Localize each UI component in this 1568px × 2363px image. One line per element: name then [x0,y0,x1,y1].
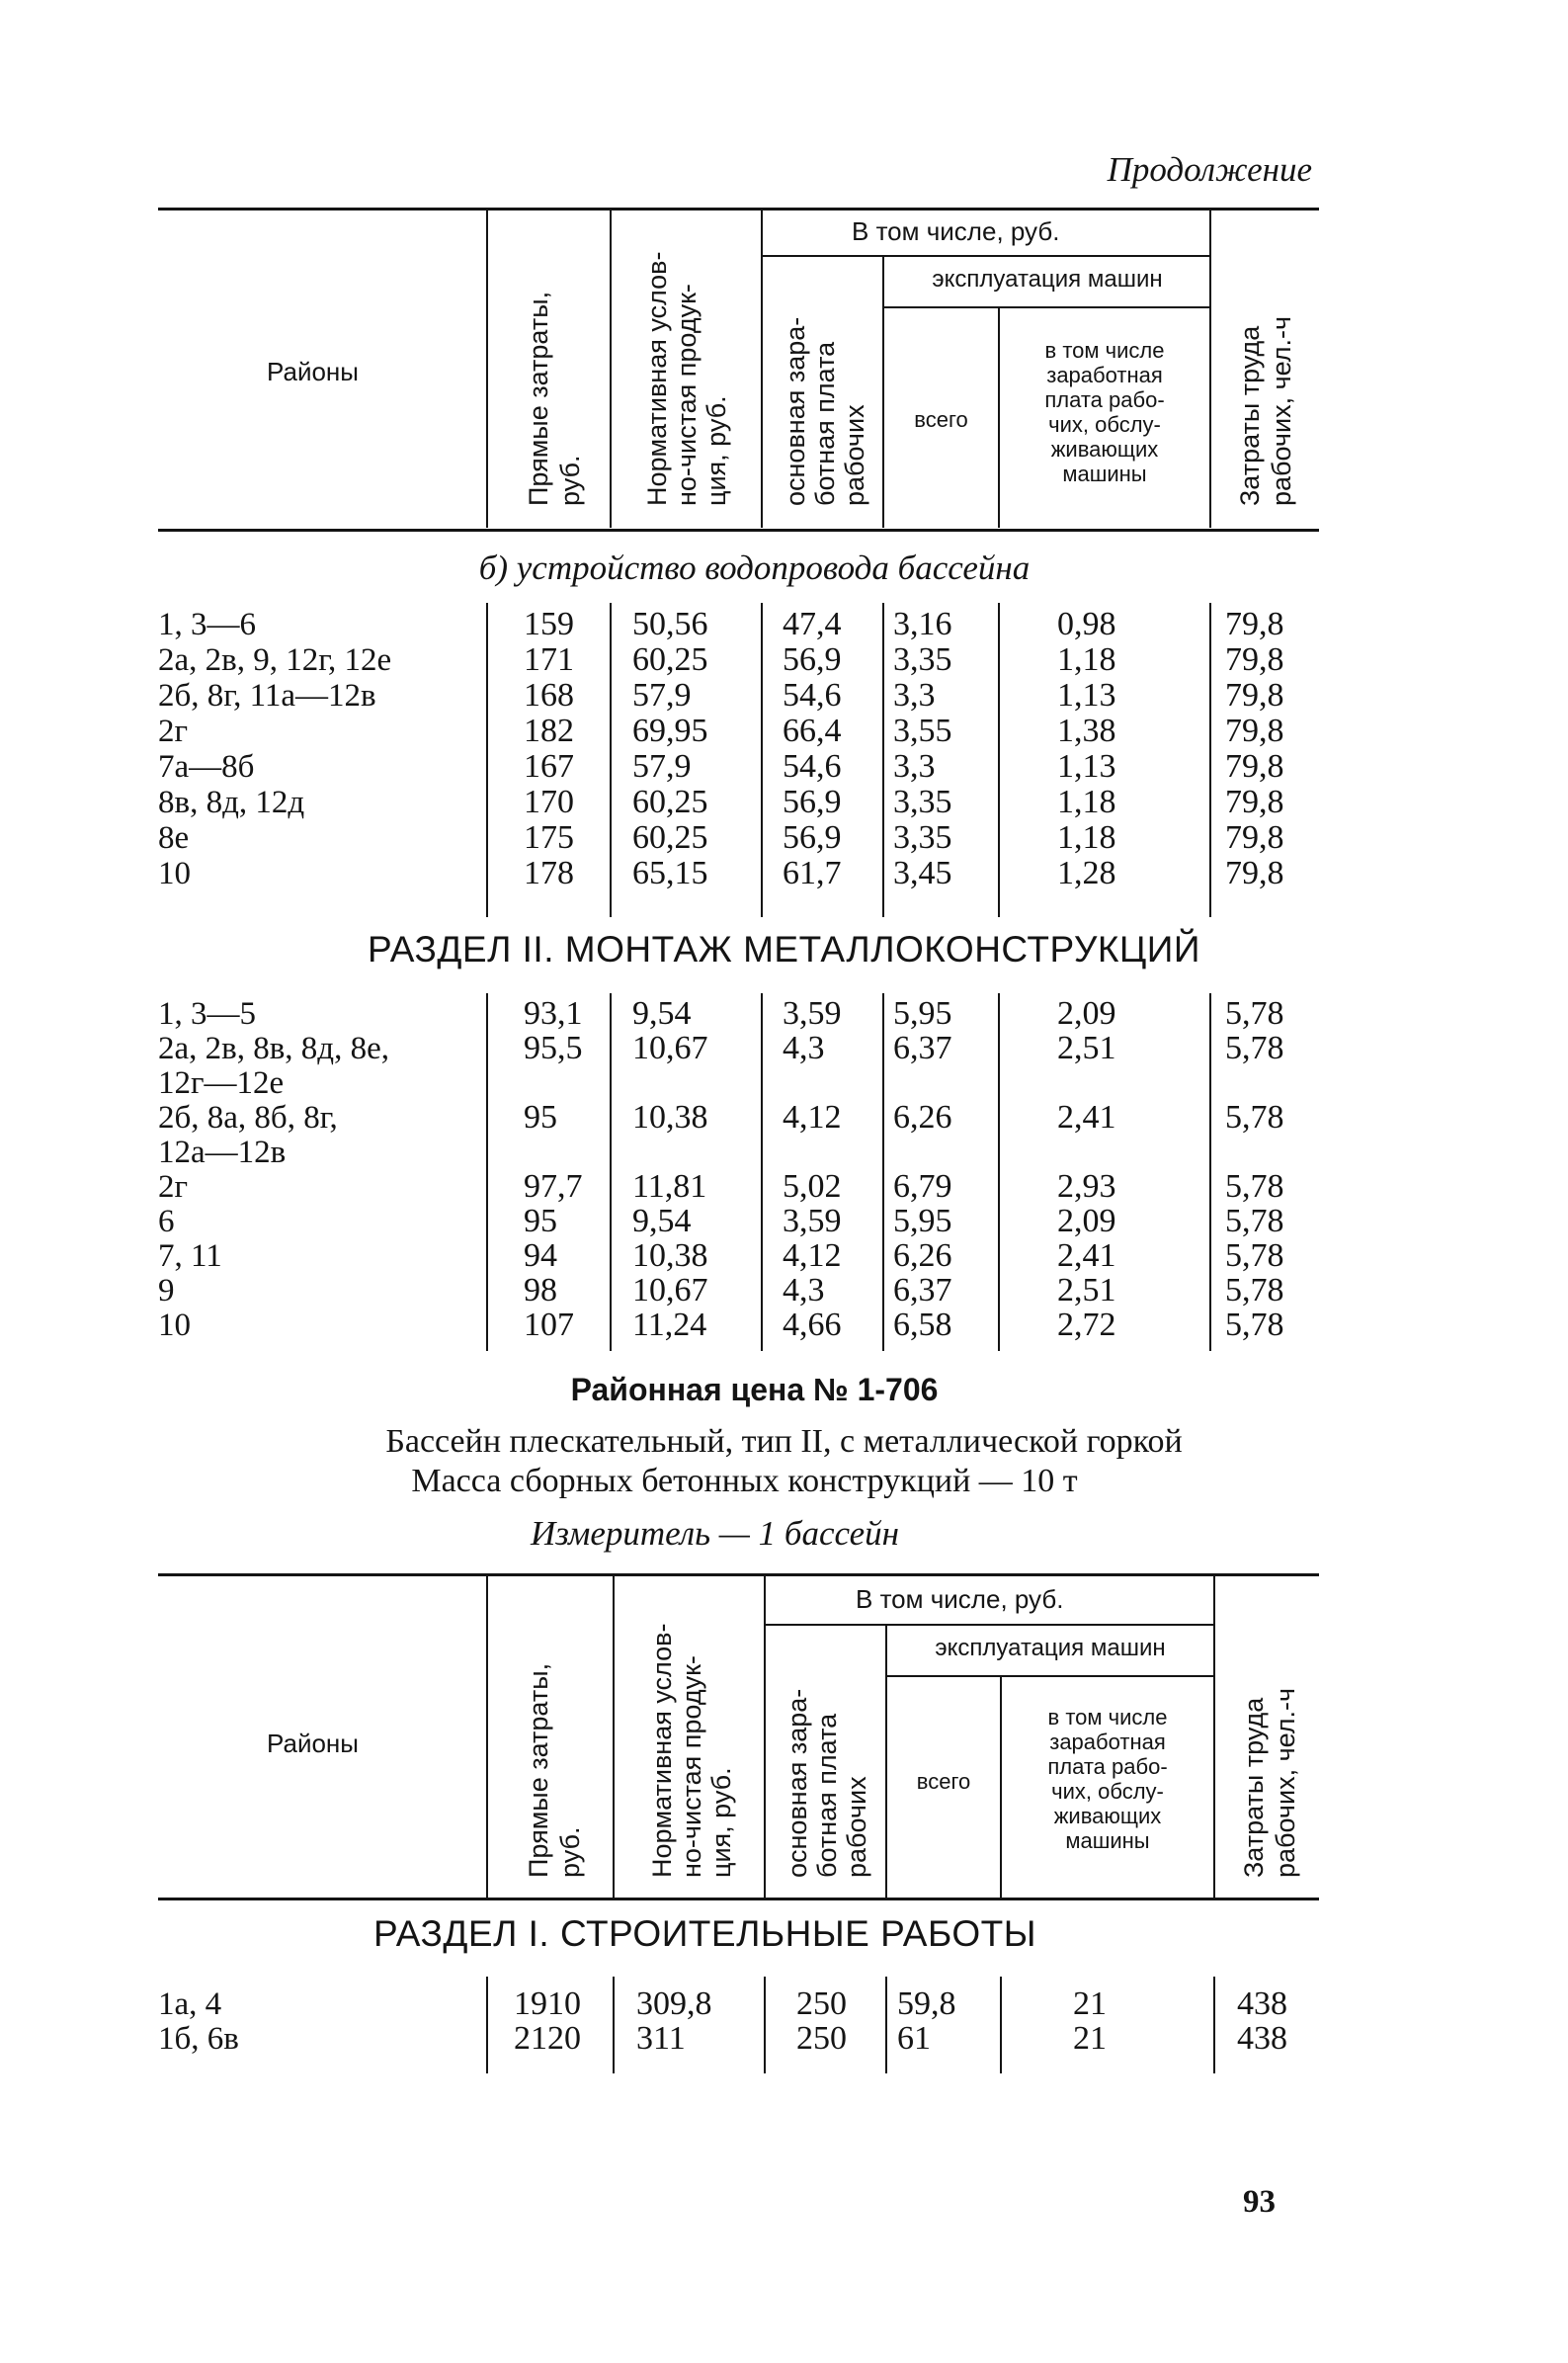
header-top-rule [158,208,1319,211]
header-machine-operation: эксплуатация машин [935,1635,1166,1661]
header-normative-1: Нормативная услов- [647,1623,677,1878]
header-wages-2: ботная плата [812,1713,842,1878]
cell-machine-wages: 21 [1073,1985,1107,2022]
cell-direct: 182 [524,713,574,749]
cell-labor: 5,78 [1225,1168,1284,1205]
header-machine-wages-4: чих, обслу- [1051,1779,1164,1804]
cell-machine-wages: 21 [1073,2020,1107,2057]
cell-labor: 5,78 [1225,995,1284,1032]
cell-wages: 4,3 [783,1272,825,1308]
cell-direct: 171 [524,641,574,678]
cell-machines: 3,35 [893,784,952,820]
row-region: 2б, 8а, 8б, 8г, [158,1100,338,1136]
cell-wages: 56,9 [783,641,842,678]
cell-wages: 4,66 [783,1307,842,1343]
row-region: 2г [158,1169,189,1205]
row-region: 8в, 8д, 12д [158,785,305,820]
cell-wages: 56,9 [783,819,842,856]
row-region: 6 [158,1204,175,1239]
cell-normative: 65,15 [632,855,708,891]
cell-machine-wages: 2,51 [1057,1030,1116,1066]
cell-machine-wages: 1,28 [1057,855,1116,891]
cell-labor: 5,78 [1225,1099,1284,1136]
cell-machines: 6,58 [893,1307,952,1343]
row-region: 10 [158,856,191,891]
header-machine-wages-5: живающих [1053,1804,1162,1828]
cell-normative: 57,9 [632,748,692,785]
cell-wages: 47,4 [783,606,842,642]
cell-wages: 4,12 [783,1237,842,1274]
row-region: 2а, 2в, 8в, 8д, 8е, [158,1031,389,1066]
row-region-continued: 12г—12е [158,1065,285,1101]
header-regions: Районы [267,357,359,386]
header-bottom-rule [158,529,1319,532]
cell-machines: 61 [897,2020,931,2057]
cell-machine-wages: 2,41 [1057,1099,1116,1136]
header-total: всего [914,407,968,432]
price-description-1: Бассейн плескательный, тип II, с металлической горкой [385,1423,1183,1460]
cell-labor: 5,78 [1225,1272,1284,1308]
cell-wages: 5,02 [783,1168,842,1205]
subheader-rule [761,255,1210,257]
cell-machines: 3,3 [893,748,936,785]
header-normative-3: ция, руб. [701,395,731,506]
header-wages-3: рабочих [842,1776,871,1878]
cell-normative: 10,67 [632,1272,708,1308]
cell-machines: 5,95 [893,1203,952,1239]
page-number: 93 [1243,2184,1276,2220]
section-title-2: РАЗДЕЛ II. МОНТАЖ МЕТАЛЛОКОНСТРУКЦИЙ [368,929,1200,970]
row-region: 2г [158,714,189,749]
col-divider [882,257,884,528]
cell-machine-wages: 1,38 [1057,713,1116,749]
cell-labor: 79,8 [1225,784,1284,820]
cell-normative: 50,56 [632,606,708,642]
header-machine-wages-2: заработная [1046,363,1163,387]
cell-direct: 175 [524,819,574,856]
header-machine-wages-1: в том числе [1044,338,1165,363]
measure-unit: Измеритель — 1 бассейн [530,1514,900,1553]
cell-normative: 11,24 [632,1307,707,1343]
header-machine-operation: эксплуатация машин [932,266,1163,293]
header-machine-wages-6: машины [1062,462,1147,486]
cell-direct: 1910 [514,1985,581,2022]
cell-direct: 93,1 [524,995,583,1032]
cell-direct: 168 [524,677,574,714]
header-normative-3: ция, руб. [706,1767,736,1878]
cell-normative: 311 [636,2020,686,2057]
cell-wages: 61,7 [783,855,842,891]
cell-normative: 60,25 [632,819,708,856]
header-machine-wages-6: машины [1065,1828,1150,1853]
cell-machine-wages: 1,18 [1057,641,1116,678]
cell-machines: 3,55 [893,713,952,749]
col-divider [761,210,763,528]
cell-machines: 6,37 [893,1030,952,1066]
cell-wages: 56,9 [783,784,842,820]
cell-labor: 5,78 [1225,1237,1284,1274]
header-including: В том числе, руб. [852,216,1060,246]
cell-machine-wages: 0,98 [1057,606,1116,642]
cell-normative: 60,25 [632,784,708,820]
cell-wages: 66,4 [783,713,842,749]
subsection-title: б) устройство водопровода бассейна [478,549,1031,587]
header-labor-2: рабочих, чел.-ч [1271,1687,1300,1878]
header-normative-1: Нормативная услов- [642,251,672,506]
cell-direct: 167 [524,748,574,785]
cell-wages: 54,6 [783,748,842,785]
price-title: Районная цена № 1-706 [570,1372,939,1407]
cell-direct: 98 [524,1272,557,1308]
cell-machines: 59,8 [897,1985,956,2022]
row-region: 1, 3—5 [158,996,256,1032]
row-region: 7, 11 [158,1238,222,1274]
cell-labor: 79,8 [1225,606,1284,642]
header-labor-1: Затраты труда [1239,1697,1269,1878]
header-wages-3: рабочих [840,404,869,506]
header-normative-2: но-чистая продук- [672,284,701,506]
cell-machines: 3,35 [893,641,952,678]
header-including: В том числе, руб. [856,1584,1064,1614]
header-wages-1: основная зара- [781,316,810,506]
cell-normative: 57,9 [632,677,692,714]
cell-wages: 4,3 [783,1030,825,1066]
cell-labor: 79,8 [1225,855,1284,891]
section-title-1: РАЗДЕЛ I. СТРОИТЕЛЬНЫЕ РАБОТЫ [373,1913,1036,1954]
cell-labor: 79,8 [1225,641,1284,678]
price-description-2: Масса сборных бетонных конструкций — 10 т [411,1463,1078,1499]
header-machine-wages-5: живающих [1050,437,1159,462]
header-wages-2: ботная плата [810,341,840,506]
header-machine-wages-3: плата рабо- [1047,1754,1168,1779]
header-machine-wages-4: чих, обслу- [1048,412,1161,437]
cell-labor: 438 [1237,2020,1287,2057]
row-region: 8е [158,820,190,856]
cell-labor: 79,8 [1225,713,1284,749]
cell-normative: 10,67 [632,1030,708,1066]
row-region: 7а—8б [158,749,255,785]
cell-machines: 3,3 [893,677,936,714]
cell-labor: 5,78 [1225,1203,1284,1239]
row-region: 1б, 6в [158,2021,239,2057]
continuation-label: Продолжение [1107,150,1312,189]
header-wages-1: основная зара- [783,1688,812,1878]
cell-machine-wages: 2,41 [1057,1237,1116,1274]
cell-direct: 178 [524,855,574,891]
header-machine-wages-3: плата рабо- [1044,387,1165,412]
cell-direct: 95,5 [524,1030,583,1066]
cell-machines: 3,45 [893,855,952,891]
header-direct-costs-1: Прямые затраты, [524,291,553,506]
cell-machines: 6,26 [893,1099,952,1136]
cell-normative: 69,95 [632,713,708,749]
cell-machine-wages: 1,13 [1057,677,1116,714]
header-direct-costs-2: руб. [555,455,585,506]
cell-machines: 5,95 [893,995,952,1032]
cell-normative: 309,8 [636,1985,712,2022]
row-region: 1а, 4 [158,1986,222,2022]
cell-machines: 3,16 [893,606,952,642]
cell-wages: 250 [796,2020,847,2057]
header-normative-2: но-чистая продук- [677,1655,706,1878]
cell-wages: 250 [796,1985,847,2022]
cell-normative: 9,54 [632,1203,692,1239]
cell-normative: 9,54 [632,995,692,1032]
cell-labor: 5,78 [1225,1030,1284,1066]
col-divider [486,210,488,528]
cell-normative: 60,25 [632,641,708,678]
header-regions: Районы [267,1729,359,1758]
cell-machine-wages: 2,93 [1057,1168,1116,1205]
row-region: 2б, 8г, 11а—12в [158,678,376,714]
cell-machines: 6,79 [893,1168,952,1205]
subheader-rule [882,306,1209,308]
cell-labor: 79,8 [1225,819,1284,856]
cell-machine-wages: 1,18 [1057,819,1116,856]
row-region-continued: 12а—12в [158,1135,287,1170]
cell-labor: 5,78 [1225,1307,1284,1343]
cell-machines: 6,37 [893,1272,952,1308]
cell-direct: 107 [524,1307,574,1343]
row-region: 9 [158,1273,175,1308]
header-machine-wages-2: заработная [1049,1730,1166,1754]
cell-normative: 11,81 [632,1168,707,1205]
cell-direct: 95 [524,1203,557,1239]
col-divider [610,210,612,528]
cell-machine-wages: 2,09 [1057,995,1116,1032]
cell-direct: 94 [524,1237,557,1274]
header-machine-wages-1: в том числе [1047,1705,1168,1730]
col-divider [1209,210,1211,528]
cell-machine-wages: 1,13 [1057,748,1116,785]
cell-wages: 54,6 [783,677,842,714]
cell-direct: 170 [524,784,574,820]
cell-normative: 10,38 [632,1237,708,1274]
row-region: 10 [158,1308,191,1343]
cell-direct: 95 [524,1099,557,1136]
cell-labor: 438 [1237,1985,1287,2022]
cell-normative: 10,38 [632,1099,708,1136]
cell-machines: 3,35 [893,819,952,856]
cell-machine-wages: 2,09 [1057,1203,1116,1239]
cell-machines: 6,26 [893,1237,952,1274]
cell-direct: 97,7 [524,1168,583,1205]
cell-direct: 2120 [514,2020,581,2057]
header-direct-costs-1: Прямые затраты, [524,1662,553,1878]
header-labor-1: Затраты труда [1235,325,1265,506]
row-region: 1, 3—6 [158,607,256,642]
cell-labor: 79,8 [1225,677,1284,714]
header-labor-2: рабочих, чел.-ч [1267,315,1296,506]
cell-direct: 159 [524,606,574,642]
cell-machine-wages: 2,51 [1057,1272,1116,1308]
row-region: 2а, 2в, 9, 12г, 12е [158,642,392,678]
cell-wages: 3,59 [783,1203,842,1239]
cell-labor: 79,8 [1225,748,1284,785]
header-total: всего [916,1769,971,1794]
cell-machine-wages: 1,18 [1057,784,1116,820]
cell-wages: 3,59 [783,995,842,1032]
header-direct-costs-2: руб. [555,1826,585,1878]
cell-machine-wages: 2,72 [1057,1307,1116,1343]
cell-wages: 4,12 [783,1099,842,1136]
